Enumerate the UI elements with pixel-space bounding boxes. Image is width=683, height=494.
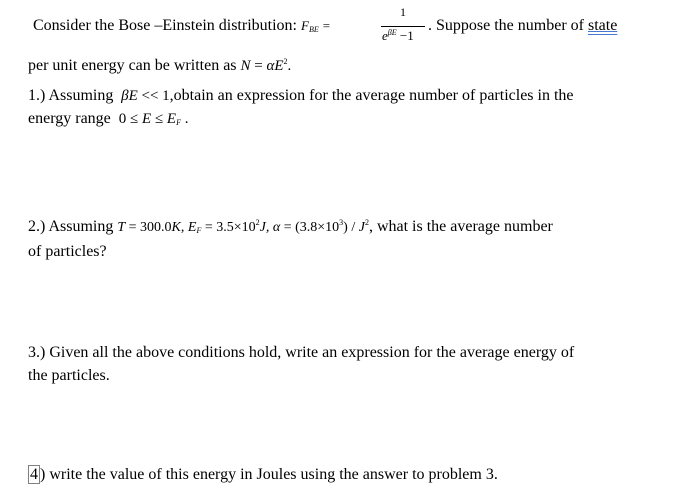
q4-rest: ) write the value of this energy in Joules using the answer to problem 3. <box>40 466 498 483</box>
fraction-numerator: 1 <box>400 5 406 19</box>
fraction-denominator: $e^{\beta E} -1$ <box>382 28 414 43</box>
intro-line-2 <box>28 52 291 76</box>
equals-sign: = <box>322 18 331 33</box>
intro-text-before: Consider the Bose –Einstein distribution: <box>33 17 297 34</box>
q1-energy-range: $0 \le E \le E_F$ . <box>118 111 189 127</box>
q1-prefix: 1.) Assuming <box>28 87 114 104</box>
q1-condition: βE << 1 <box>121 88 170 104</box>
question-3-line-2 <box>28 366 110 386</box>
intro-text-after: . Suppose the number of <box>428 17 584 34</box>
q2-parameters: T = 300.0K, $E_F = 3.5\times 10^2J$, $\alpha = (3.8\times 10^3) / J^2$ <box>117 218 369 235</box>
q2-prefix: 2.) Assuming <box>28 218 114 235</box>
q4-number[interactable]: 4 <box>30 466 38 483</box>
question-2-line-1 <box>28 213 553 241</box>
q1-line2-text: energy range <box>28 110 111 127</box>
intro-line-1 <box>33 16 330 40</box>
intro-line2-text: per unit energy can be written as <box>28 57 237 74</box>
q1-rest: ,obtain an expression for the average number of particles in the <box>169 87 574 104</box>
q3-line1: 3.) Given all the above conditions hold, write an expression for the average energy of <box>28 344 575 361</box>
question-2-line-2 <box>28 242 107 262</box>
fbe-symbol: $F_{BE}$ <box>300 18 319 34</box>
q2-rest: , what is the average number <box>368 218 553 235</box>
fraction-bar <box>381 26 425 27</box>
question-3-line-1 <box>28 343 574 363</box>
question-1-line-1 <box>28 86 574 106</box>
question-1-line-2 <box>28 109 188 133</box>
bose-einstein-fraction <box>380 5 426 47</box>
density-formula: $N = \alpha E^2$. <box>240 57 292 74</box>
intro-line-1-tail <box>428 16 617 36</box>
q3-line2: the particles. <box>28 367 110 384</box>
state-word: state <box>587 17 618 34</box>
question-4-line <box>28 465 498 485</box>
q2-line2-text: of particles? <box>28 243 107 260</box>
